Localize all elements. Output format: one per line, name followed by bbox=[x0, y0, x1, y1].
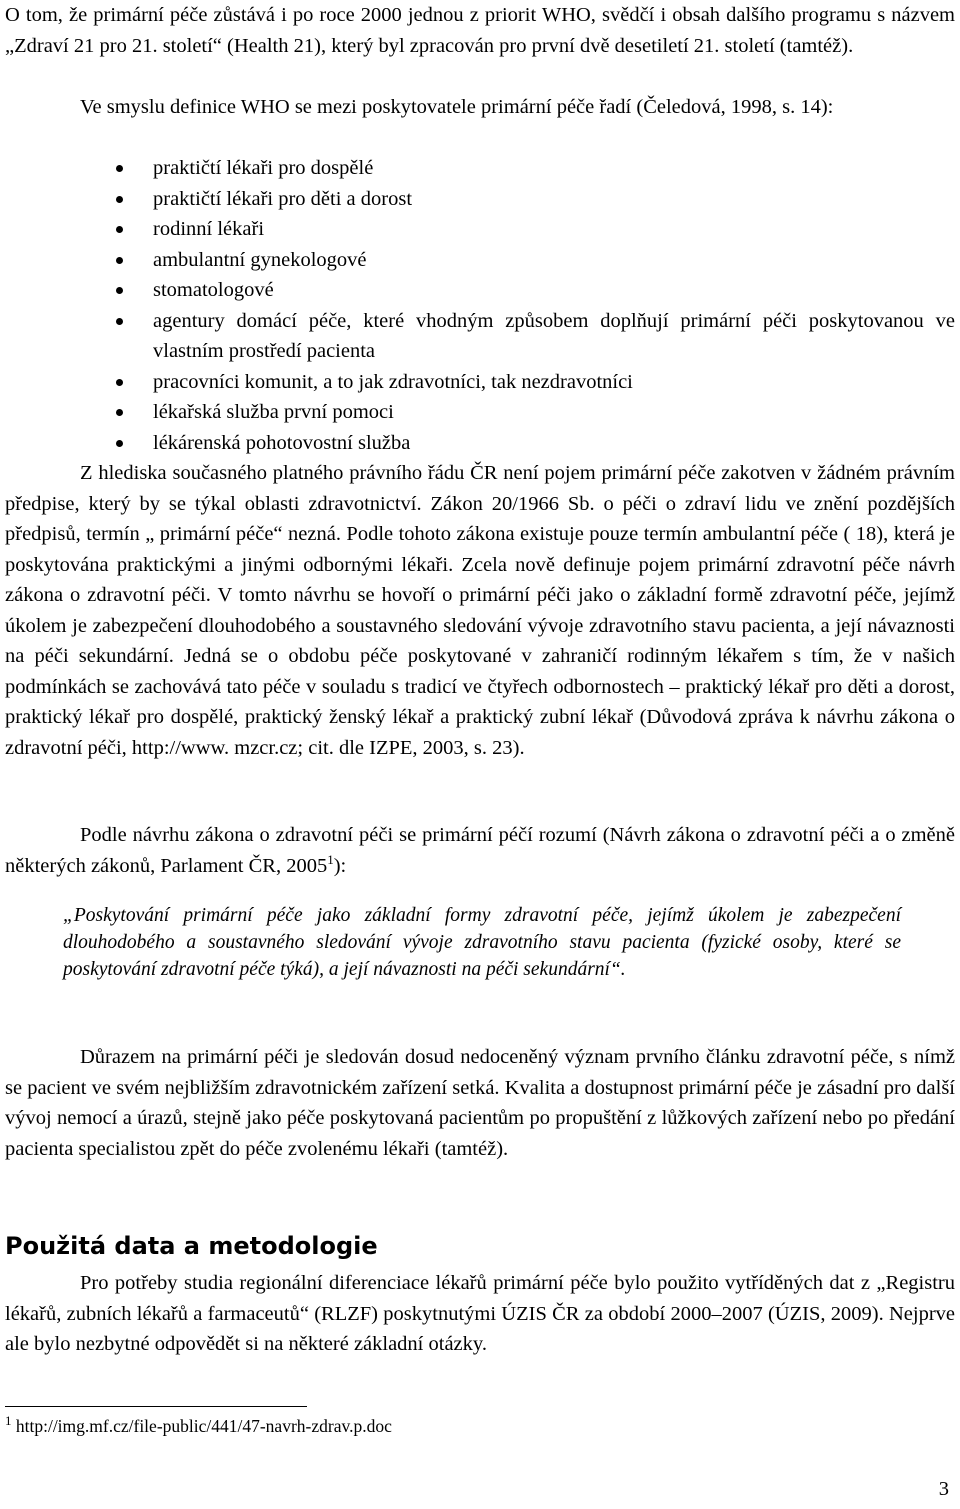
section-heading: Použitá data a metodologie bbox=[5, 1232, 378, 1260]
paragraph-who-definition: Ve smyslu definice WHO se mezi poskytovatele primární péče řadí (Čeledová, 1998, s. 14): bbox=[80, 96, 834, 118]
bullet-icon bbox=[116, 409, 123, 416]
list-item: ambulantní gynekologové bbox=[5, 245, 955, 276]
paragraph-data-methods: Pro potřeby studia regionální diferenciace lékařů primární péče bylo použito vytříděných dat z „Registru lékařů, zubních lékařů a farmaceutů“ (RLZF) poskytnutými ÚZIS ČR za období 2000–2007 (ÚZIS, 2009). Nejprve ale bylo nezbytné odpovědět si na některé základní otázky. bbox=[5, 1272, 955, 1355]
bullet-icon bbox=[116, 287, 123, 294]
bullet-icon bbox=[116, 257, 123, 264]
definition-quote: „Poskytování primární péče jako základní formy zdravotní péče, jejímž úkolem je zabezpečení dlouhodobého a soustavného sledování vývoje zdravotního stavu pacienta (fyzické osoby, které se poskytování zdravotní péče týká), a její návaznosti na péči sekundární“. bbox=[63, 905, 901, 980]
list-item: lékárenská pohotovostní služba bbox=[5, 428, 955, 459]
bullet-icon bbox=[116, 165, 123, 172]
footnote-number: 1 bbox=[5, 1413, 12, 1429]
bullet-icon bbox=[116, 226, 123, 233]
list-item: lékařská služba první pomoci bbox=[5, 397, 955, 428]
bullet-icon bbox=[116, 440, 123, 447]
footnote bbox=[5, 1414, 392, 1438]
list-item: stomatologové bbox=[5, 275, 955, 306]
bullet-icon bbox=[116, 318, 123, 325]
list-item: agentury domácí péče, které vhodným způsobem doplňují primární péči poskytovanou ve vlastním prostředí pacienta bbox=[5, 306, 955, 367]
paragraph-emphasis: Důrazem na primární péči je sledován dosud nedoceněný význam prvního článku zdravotní péče, s nímž se pacient ve svém nejbližším zdravotnickém zařízení setká. Kvalita a dostupnost primární péče je zásadní pro další vývoj nemocí a úrazů, stejně jako péče poskytovaná pacientům po propuštění z lůžkových zařízení nebo po předání pacienta specialistou zpět do péče zvolenému lékaři (tamtéž). bbox=[5, 1046, 955, 1160]
page-number: 3 bbox=[938, 1478, 949, 1500]
paragraph-who-priorities: O tom, že primární péče zůstává i po roce 2000 jednou z priorit WHO, svědčí i obsah dalšího programu s názvem „Zdraví 21 pro 21. století“ (Health 21), který byl zpracován pro první dvě desetiletí 21. století (tamtéž). bbox=[5, 4, 955, 57]
paragraph-draft-law: Podle návrhu zákona o zdravotní péči se primární péčí rozumí (Návrh zákona o zdravotní péči a o změně některých zákonů, Parlament ČR, 2005$^1$): bbox=[5, 824, 955, 877]
footnote-separator bbox=[5, 1406, 307, 1407]
list-item: rodinní lékaři bbox=[5, 214, 955, 245]
paragraph-legal-status: Z hlediska současného platného právního řádu ČR není pojem primární péče zakotven v žádném právním předpise, který by se týkal oblasti zdravotnictví. Zákon 20/1966 Sb. o péči o zdraví lidu ve znění pozdějších předpisů, termín „ primární péče“ nezná. Podle tohoto zákona existuje pouze termín ambulantní péče ( 18), která je poskytována praktickými a jinými odbornými lékaři. Zcela nově definuje pojem primární zdravotní péče návrh zákona o zdravotní péči. V tomto návrhu se hovoří o primární péči jako o základní formě zdravotní péče, jejímž úkolem je zabezpečení dlouhodobého a soustavného sledování vývoje zdravotního stavu pacienta, a její návaznosti na péči sekundární. Jedná se o obdobu péče poskytované v zahraničí rodinným lékařem s tím, že v našich podmínkách se zachovává tato péče v souladu s tradicí ve čtyřech odbornostech – praktický lékař pro děti a dorost, praktický lékař pro dospělé, praktický ženský lékař a praktický zubní lékař (Důvodová zpráva k návrhu zákona o zdravotní péči, http://www. mzcr.cz; cit. dle IZPE, 2003, s. 23). bbox=[5, 462, 955, 759]
footnote-ref: 1 bbox=[327, 851, 334, 867]
list-item: pracovníci komunit, a to jak zdravotníci, tak nezdravotníci bbox=[5, 367, 955, 398]
footnote-link[interactable]: http://img.mf.cz/file-public/441/47-navrh-zdrav.p.doc bbox=[15, 1416, 392, 1436]
list-item: praktičtí lékaři pro dospělé bbox=[5, 153, 955, 184]
provider-list bbox=[5, 153, 955, 458]
bullet-icon bbox=[116, 196, 123, 203]
list-item: praktičtí lékaři pro děti a dorost bbox=[5, 184, 955, 215]
bullet-icon bbox=[116, 379, 123, 386]
